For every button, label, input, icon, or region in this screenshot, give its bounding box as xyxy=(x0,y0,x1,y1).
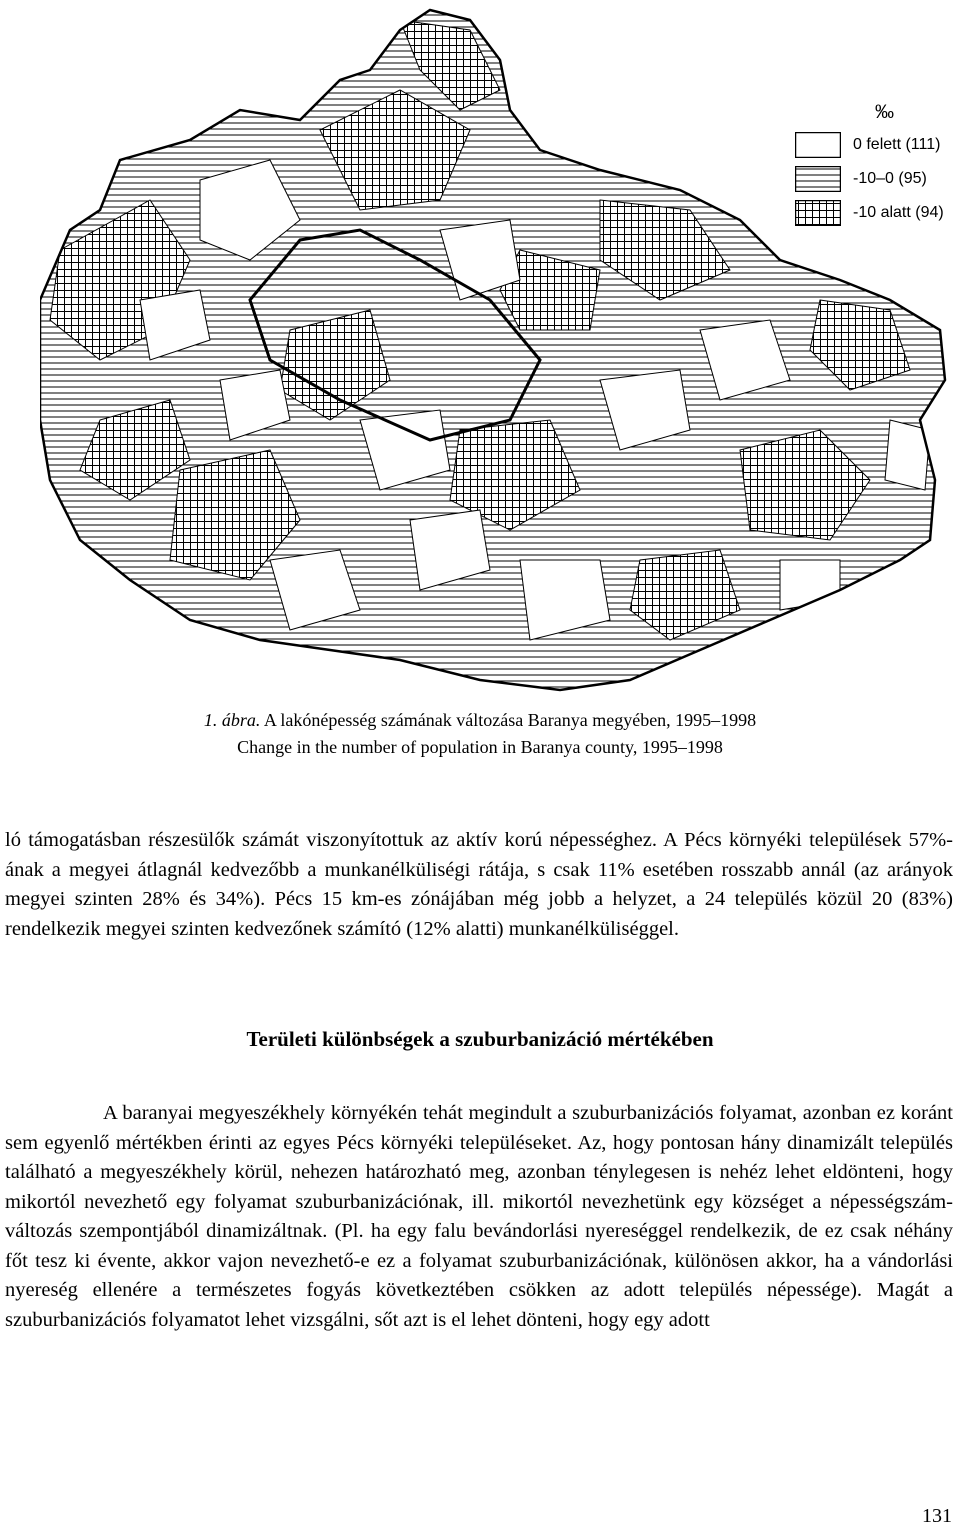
legend-swatch-horizontal xyxy=(795,166,841,192)
legend-label: -10 alatt (94) xyxy=(853,204,944,221)
page-number: 131 xyxy=(922,1505,952,1527)
legend-swatch-blank xyxy=(795,132,841,158)
figure-caption-hu xyxy=(0,710,960,731)
caption-english: Change in the number of population in Baranya county, 1995–1998 xyxy=(237,737,723,757)
legend-label: 0 felett (111) xyxy=(853,136,941,153)
legend-unit: ‰ xyxy=(875,102,894,123)
caption-hungarian: A lakónépesség számának változása Baranya megyében, 1995–1998 xyxy=(263,710,757,730)
legend-item-blank xyxy=(793,132,960,162)
body-paragraph-1: ló támogatásban részesülők számát viszonyítottuk az aktív korú népességhez. A Pécs környéki települések 57%-ának a megyei átlagnál kedvezőbb a munkanélküliségi rátája, s csak 11% esetében rosszabb annál (az arányok megyei szinten 28% és 34%). Pécs 15 km-es zónájában még jobb a helyzet, a 24 település közül 20 (83%) rendelkezik megyei szinten kedvezőnek számító (12% alatti) munkanélküliséggel. xyxy=(5,829,953,940)
legend-swatch-grid xyxy=(795,200,841,226)
figure-caption-en xyxy=(0,737,960,758)
figure-number: 1. ábra. xyxy=(203,710,261,730)
legend-item-grid xyxy=(793,200,960,230)
legend-label: -10–0 (95) xyxy=(853,170,927,187)
map-legend xyxy=(793,100,960,240)
body-paragraph-2: A baranyai megyeszékhely környékén tehát megindult a szuburbanizációs folyamat, azonban ez koránt sem egyenlő mértékben érinti az egyes Pécs környéki településeket. Az, hogy pontosan hány dinamizált település található a megyeszékhely körül, nehezen határozható meg, azonban ténylegesen is nehéz lehet eldönteni, hogy mikortól nevezhető egy folyamat szuburbanizációnak, ill. mikortól nevezhetünk egy községet a népességszám-változás szempontjából dinamizáltnak. (Pl. ha egy falu bevándorlási nyereséggel rendelkezik, de ez csak néhány főt tesz ki évente, akkor vajon nevezhető-e ez a folyamat szuburbanizációnak, különösen akkor, ha a vándorlási nyereség ellenére a természetes fogyás következtében csökken az adott település népessége). Magát a szuburbanizációs folyamatot lehet vizsgálni, sőt azt is el lehet dönteni, hogy egy adott xyxy=(5,1102,953,1331)
section-heading: Területi különbségek a szuburbanizáció mértékében xyxy=(246,1027,714,1051)
legend-item-horizontal xyxy=(793,166,960,196)
